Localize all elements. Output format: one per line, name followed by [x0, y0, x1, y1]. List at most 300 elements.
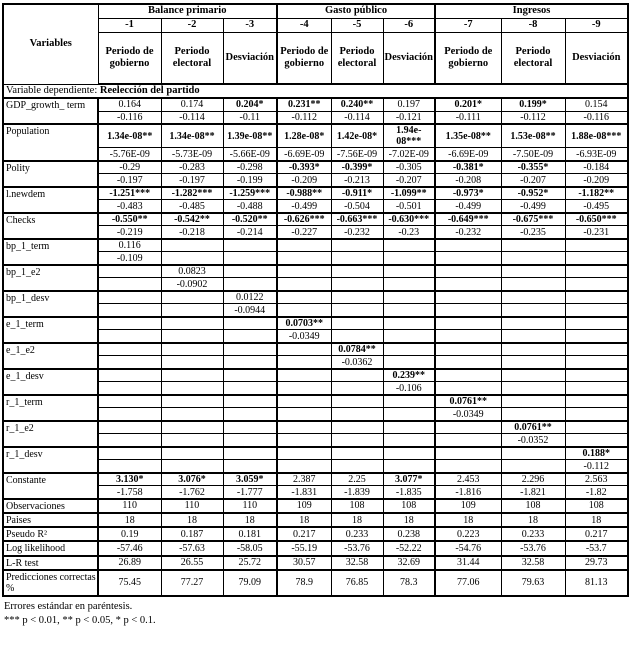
coef-cell: -0.649*** [435, 213, 501, 226]
coef-cell: 1.34e-08** [98, 124, 161, 148]
se-cell [383, 434, 435, 447]
table-header [3, 4, 628, 84]
se-cell [98, 330, 161, 343]
coef-cell [383, 343, 435, 356]
coef-cell [98, 291, 161, 304]
se-cell: -1.816 [435, 486, 501, 499]
coef-cell: -0.381* [435, 161, 501, 174]
se-cell: -0.232 [435, 226, 501, 239]
se-cell: -0.116 [565, 111, 628, 124]
se-cell: -0.207 [383, 174, 435, 187]
coef-cell: 3.059* [223, 473, 277, 486]
footnote-significance: *** p < 0.01, ** p < 0.05, * p < 0.1. [4, 614, 156, 626]
se-cell: -1.835 [383, 486, 435, 499]
coef-cell: -1.259*** [223, 187, 277, 200]
coef-cell: 0.0823 [161, 265, 223, 278]
coef-cell [161, 239, 223, 252]
stat-cell: 18 [161, 513, 223, 527]
se-cell: -0.112 [501, 111, 565, 124]
coef-cell: 0.231** [277, 98, 331, 111]
stat-row [3, 541, 628, 555]
coef-cell [383, 317, 435, 330]
coef-cell: -0.355* [501, 161, 565, 174]
stat-row [3, 570, 628, 596]
stat-cell: 77.27 [161, 570, 223, 596]
se-cell: -0.499 [277, 200, 331, 213]
coef-cell [383, 395, 435, 408]
se-cell [565, 356, 628, 369]
stat-cell: 110 [98, 499, 161, 513]
se-cell [435, 434, 501, 447]
stat-label: Pseudo R² [3, 527, 98, 541]
coef-cell: 0.188* [565, 447, 628, 460]
coef-cell: -0.399* [331, 161, 383, 174]
se-cell: -0.111 [435, 111, 501, 124]
coefficient-row [3, 187, 628, 200]
coefficient-row [3, 124, 628, 148]
se-cell: -0.106 [383, 382, 435, 395]
coef-cell: 0.239** [383, 369, 435, 382]
se-cell [223, 408, 277, 421]
coefficient-row [3, 343, 628, 356]
variable-label: GDP_growth_ term [3, 98, 98, 124]
group-header-gasto-publico: Gasto público [277, 4, 435, 18]
coef-cell: 0.204* [223, 98, 277, 111]
footnotes [2, 597, 629, 628]
coef-cell: 1.35e-08** [435, 124, 501, 148]
coef-cell [501, 343, 565, 356]
variable-label: l.newdem [3, 187, 98, 213]
se-cell [501, 382, 565, 395]
se-cell [435, 356, 501, 369]
se-cell: -5.66E-09 [223, 148, 277, 161]
se-cell [383, 408, 435, 421]
stat-cell: 109 [435, 499, 501, 513]
coef-cell [98, 447, 161, 460]
se-cell: -0.499 [435, 200, 501, 213]
se-cell: -0.114 [331, 111, 383, 124]
coef-cell [565, 369, 628, 382]
se-cell: -0.197 [161, 174, 223, 187]
coef-cell: 0.116 [98, 239, 161, 252]
coef-cell: -1.182** [565, 187, 628, 200]
stat-cell: 18 [565, 513, 628, 527]
coef-cell [161, 369, 223, 382]
coef-cell [383, 265, 435, 278]
stat-cell: 110 [161, 499, 223, 513]
dependent-variable-row [3, 84, 628, 98]
column-subheader: Periodo electoral [161, 32, 223, 84]
se-cell: -0.197 [98, 174, 161, 187]
group-header-ingresos: Ingresos [435, 4, 628, 18]
column-subheader: Periodo electoral [501, 32, 565, 84]
column-subheader: Periodo de gobierno [98, 32, 161, 84]
coef-cell [223, 317, 277, 330]
coef-cell [277, 369, 331, 382]
coef-cell [331, 265, 383, 278]
stat-row [3, 527, 628, 541]
stat-row [3, 556, 628, 570]
coef-cell: -0.283 [161, 161, 223, 174]
coef-cell [435, 265, 501, 278]
coef-cell [223, 447, 277, 460]
stat-cell: 108 [565, 499, 628, 513]
dependent-variable-cell [3, 84, 628, 98]
se-cell: -1.762 [161, 486, 223, 499]
coef-cell: -0.305 [383, 161, 435, 174]
coef-cell [331, 395, 383, 408]
coef-cell [501, 291, 565, 304]
coef-cell [223, 369, 277, 382]
se-cell [223, 382, 277, 395]
stat-cell: 77.06 [435, 570, 501, 596]
se-cell [161, 304, 223, 317]
stat-label: Observaciones [3, 499, 98, 513]
se-cell: -0.121 [383, 111, 435, 124]
coef-cell [277, 239, 331, 252]
coef-cell: -1.099** [383, 187, 435, 200]
coefficient-row [3, 447, 628, 460]
se-cell: -7.50E-09 [501, 148, 565, 161]
model-number: -5 [331, 18, 383, 32]
model-number: -9 [565, 18, 628, 32]
coef-cell [565, 291, 628, 304]
coef-cell: -0.520** [223, 213, 277, 226]
se-cell: -0.488 [223, 200, 277, 213]
se-cell [223, 252, 277, 265]
coef-cell [277, 447, 331, 460]
model-number: -3 [223, 18, 277, 32]
coef-cell: 0.164 [98, 98, 161, 111]
se-cell [98, 408, 161, 421]
se-cell: -0.209 [565, 174, 628, 187]
coef-cell: -0.550** [98, 213, 161, 226]
variables-column-header: Variables [3, 4, 98, 84]
stat-cell: 108 [383, 499, 435, 513]
se-cell: -1.82 [565, 486, 628, 499]
se-cell [565, 252, 628, 265]
stat-cell: 18 [98, 513, 161, 527]
se-cell [277, 382, 331, 395]
coefficient-row [3, 291, 628, 304]
se-cell: -5.76E-09 [98, 148, 161, 161]
coef-cell [383, 447, 435, 460]
se-cell: -6.69E-09 [435, 148, 501, 161]
column-subheader: Periodo de gobierno [435, 32, 501, 84]
stat-cell: 0.233 [501, 527, 565, 541]
variable-label: e_1_term [3, 317, 98, 343]
se-cell [331, 382, 383, 395]
se-cell: -1.831 [277, 486, 331, 499]
column-subheader: Desviación [565, 32, 628, 84]
coef-cell [331, 239, 383, 252]
stat-cell: 108 [331, 499, 383, 513]
coef-cell [277, 343, 331, 356]
coef-cell: 3.130* [98, 473, 161, 486]
coef-cell: -0.650*** [565, 213, 628, 226]
stat-cell: 108 [501, 499, 565, 513]
stat-cell: 32.58 [501, 556, 565, 570]
coefficient-row [3, 317, 628, 330]
se-cell [383, 252, 435, 265]
coef-cell: -0.675*** [501, 213, 565, 226]
se-cell: -1.821 [501, 486, 565, 499]
coef-cell: 2.453 [435, 473, 501, 486]
coef-cell: 0.174 [161, 98, 223, 111]
coef-cell: -1.282*** [161, 187, 223, 200]
stat-cell: 79.63 [501, 570, 565, 596]
stat-cell: 0.181 [223, 527, 277, 541]
stat-cell: 18 [383, 513, 435, 527]
coefficient-row [3, 265, 628, 278]
se-cell [565, 330, 628, 343]
stat-cell: 78.9 [277, 570, 331, 596]
coef-cell: 1.34e-08** [161, 124, 223, 148]
variable-label: bp_1_desv [3, 291, 98, 317]
coefficient-row [3, 473, 628, 486]
se-cell [565, 434, 628, 447]
coef-cell [565, 265, 628, 278]
regression-results-table [2, 3, 629, 597]
coef-cell [331, 447, 383, 460]
coef-cell [161, 343, 223, 356]
coef-cell [161, 291, 223, 304]
stat-row [3, 513, 628, 527]
se-cell: -0.0349 [435, 408, 501, 421]
coef-cell [161, 317, 223, 330]
stat-cell: 26.89 [98, 556, 161, 570]
se-cell: -0.227 [277, 226, 331, 239]
stat-cell: 76.85 [331, 570, 383, 596]
se-cell [98, 460, 161, 473]
coef-cell [383, 421, 435, 434]
table-body [3, 84, 628, 596]
coef-cell [435, 369, 501, 382]
stat-cell: 0.217 [565, 527, 628, 541]
se-cell: -0.235 [501, 226, 565, 239]
coef-cell: 1.28e-08* [277, 124, 331, 148]
coef-cell [98, 343, 161, 356]
coefficient-row [3, 239, 628, 252]
coef-cell: 0.0761** [501, 421, 565, 434]
coef-cell [435, 421, 501, 434]
coef-cell: -0.298 [223, 161, 277, 174]
coefficient-row [3, 369, 628, 382]
se-cell: -1.777 [223, 486, 277, 499]
se-cell: -5.73E-09 [161, 148, 223, 161]
group-header-balance-primario: Balance primario [98, 4, 277, 18]
stat-cell: -53.7 [565, 541, 628, 555]
coefficient-row [3, 395, 628, 408]
model-number: -1 [98, 18, 161, 32]
variable-label: Constante [3, 473, 98, 499]
se-cell [223, 278, 277, 291]
se-cell: -0.199 [223, 174, 277, 187]
variable-label: r_1_e2 [3, 421, 98, 447]
stat-cell: -52.22 [383, 541, 435, 555]
stat-cell: -53.76 [501, 541, 565, 555]
se-cell: -0.208 [435, 174, 501, 187]
se-cell: -6.69E-09 [277, 148, 331, 161]
coef-cell [223, 239, 277, 252]
coef-cell [98, 395, 161, 408]
coef-cell: -0.630*** [383, 213, 435, 226]
stat-cell: 30.57 [277, 556, 331, 570]
se-cell: -0.0944 [223, 304, 277, 317]
variable-label: e_1_e2 [3, 343, 98, 369]
coef-cell: 0.0703** [277, 317, 331, 330]
coef-cell [161, 421, 223, 434]
se-cell [277, 460, 331, 473]
se-cell: -0.0349 [277, 330, 331, 343]
coef-cell [161, 447, 223, 460]
coef-cell [223, 343, 277, 356]
stat-cell: 18 [331, 513, 383, 527]
se-cell [435, 278, 501, 291]
variable-label: Polity [3, 161, 98, 187]
se-cell [277, 278, 331, 291]
stat-cell: 18 [501, 513, 565, 527]
stat-label: Paises [3, 513, 98, 527]
dependent-variable-label: Variable dependiente: [6, 85, 98, 97]
coef-cell [277, 395, 331, 408]
se-cell [383, 304, 435, 317]
variable-label: r_1_desv [3, 447, 98, 473]
stat-cell: 32.58 [331, 556, 383, 570]
se-cell: -0.495 [565, 200, 628, 213]
se-cell: -0.218 [161, 226, 223, 239]
se-cell [383, 330, 435, 343]
se-cell [501, 408, 565, 421]
se-cell: -0.0362 [331, 356, 383, 369]
model-number: -7 [435, 18, 501, 32]
stat-cell: 110 [223, 499, 277, 513]
se-cell [223, 460, 277, 473]
coef-cell [501, 239, 565, 252]
se-cell [98, 356, 161, 369]
footnote-standard-errors: Errores estándar en paréntesis. [4, 600, 133, 612]
coef-cell: -0.184 [565, 161, 628, 174]
se-cell [501, 278, 565, 291]
se-cell: -0.219 [98, 226, 161, 239]
coef-cell [435, 343, 501, 356]
stat-label: L-R test [3, 556, 98, 570]
coef-cell: 2.25 [331, 473, 383, 486]
stat-cell: 0.187 [161, 527, 223, 541]
coef-cell: 1.39e-08** [223, 124, 277, 148]
se-cell: -0.214 [223, 226, 277, 239]
variable-label: Population [3, 124, 98, 161]
se-cell [331, 460, 383, 473]
coef-cell: 2.387 [277, 473, 331, 486]
coef-cell [161, 395, 223, 408]
coef-cell [501, 265, 565, 278]
stat-cell: 25.72 [223, 556, 277, 570]
se-cell: -0.11 [223, 111, 277, 124]
se-cell [501, 252, 565, 265]
stat-cell: 31.44 [435, 556, 501, 570]
coef-cell: 2.563 [565, 473, 628, 486]
coef-cell [98, 317, 161, 330]
variable-label: bp_1_e2 [3, 265, 98, 291]
coef-cell [565, 239, 628, 252]
coef-cell [501, 447, 565, 460]
variable-label: e_1_desv [3, 369, 98, 395]
coef-cell: 0.0122 [223, 291, 277, 304]
se-cell: -6.93E-09 [565, 148, 628, 161]
se-cell: -0.232 [331, 226, 383, 239]
se-cell [565, 304, 628, 317]
coef-cell [435, 291, 501, 304]
coef-cell: 2.296 [501, 473, 565, 486]
variable-label: bp_1_term [3, 239, 98, 265]
stat-cell: 18 [435, 513, 501, 527]
stat-cell: 32.69 [383, 556, 435, 570]
coef-cell: -0.988** [277, 187, 331, 200]
stat-cell: 0.19 [98, 527, 161, 541]
se-cell [501, 304, 565, 317]
se-cell [331, 304, 383, 317]
coef-cell [223, 265, 277, 278]
variable-label: r_1_term [3, 395, 98, 421]
se-cell [331, 434, 383, 447]
se-cell [98, 434, 161, 447]
dependent-variable-value: Reelección del partido [99, 85, 200, 97]
coef-cell [223, 395, 277, 408]
model-number: -6 [383, 18, 435, 32]
se-cell: -0.114 [161, 111, 223, 124]
se-cell [161, 460, 223, 473]
se-cell [331, 278, 383, 291]
coef-cell [435, 447, 501, 460]
se-cell [98, 382, 161, 395]
stat-cell: 18 [277, 513, 331, 527]
column-subheader: Desviación [223, 32, 277, 84]
coef-cell [565, 317, 628, 330]
stat-cell: 0.223 [435, 527, 501, 541]
se-cell [223, 434, 277, 447]
se-cell [161, 356, 223, 369]
coef-cell: 0.154 [565, 98, 628, 111]
se-cell [277, 408, 331, 421]
se-cell [435, 330, 501, 343]
coef-cell: 1.53e-08** [501, 124, 565, 148]
se-cell [435, 460, 501, 473]
se-cell: -0.207 [501, 174, 565, 187]
coef-cell [565, 343, 628, 356]
stat-cell: 18 [223, 513, 277, 527]
se-cell [331, 408, 383, 421]
column-subheader: Periodo electoral [331, 32, 383, 84]
coef-cell [383, 239, 435, 252]
stat-cell: 81.13 [565, 570, 628, 596]
se-cell [435, 382, 501, 395]
se-cell: -0.483 [98, 200, 161, 213]
coef-cell: 3.076* [161, 473, 223, 486]
se-cell: -1.839 [331, 486, 383, 499]
coef-cell: 0.240** [331, 98, 383, 111]
coef-cell [277, 265, 331, 278]
coef-cell [435, 239, 501, 252]
stat-label: Log likelihood [3, 541, 98, 555]
se-cell: -0.0902 [161, 278, 223, 291]
se-cell [565, 408, 628, 421]
se-cell [161, 434, 223, 447]
se-cell: -0.485 [161, 200, 223, 213]
se-cell: -7.02E-09 [383, 148, 435, 161]
se-cell [565, 278, 628, 291]
coef-cell [98, 421, 161, 434]
